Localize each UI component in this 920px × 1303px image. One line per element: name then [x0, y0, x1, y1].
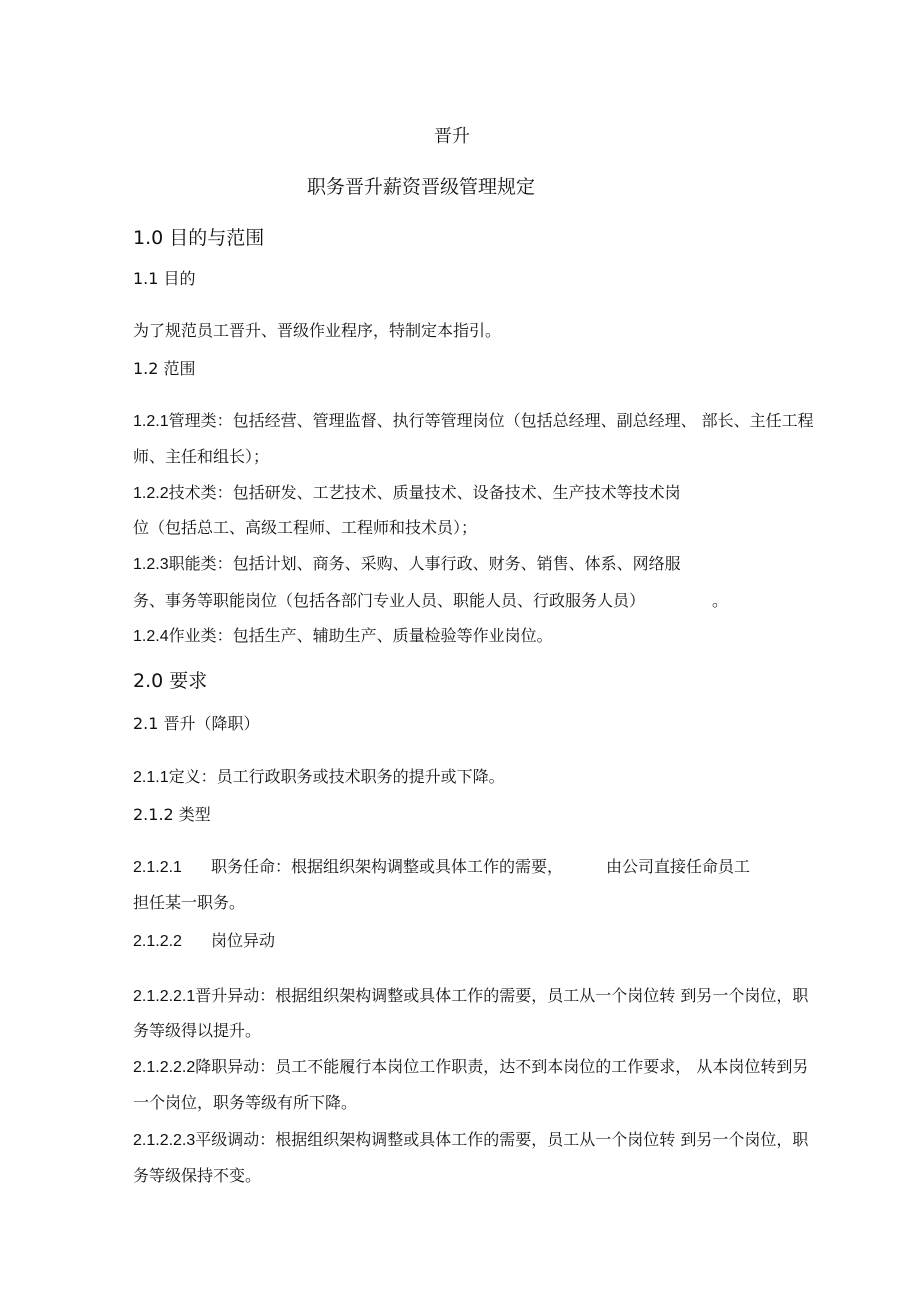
item-2-1-2-1-cont: 担任某一职务。: [133, 893, 246, 912]
item-2-1-2-2-1: [133, 985, 808, 1008]
item-text: 技术类：包括研发、工艺技术、质量技术、设备技术、生产技术等技术岗: [168, 483, 681, 502]
item-2-1-2-2: [133, 930, 182, 953]
item-number: 2.1.2.2.1: [133, 988, 196, 1005]
item-text: 作业类：包括生产、辅助生产、质量检验等作业岗位。: [168, 626, 553, 645]
item-2-1-2-2-2: [133, 1056, 808, 1079]
item-1-2-4: [133, 625, 553, 648]
item-number: 1.2.4: [133, 628, 169, 645]
item-1-2-1: [133, 410, 814, 433]
item-1-2-1-cont: 师、主任和组长）；: [133, 447, 270, 466]
item-2-1-2-2-2-cont: 一个岗位，职务等级有所下降。: [133, 1093, 358, 1112]
doc-title: 职务晋升薪资晋级管理规定: [307, 176, 536, 198]
item-2-1-2-2-text: 岗位异动: [211, 931, 276, 950]
item-number: 1.2.1: [133, 413, 169, 430]
heading-1-1: 1.1 目的: [133, 269, 196, 288]
item-text: 降职异动：员工不能履行本岗位工作职责，达不到本岗位的工作要求， 从本岗位转到另: [195, 1057, 809, 1076]
heading-2-1: 2.1 晋升（降职）: [133, 714, 260, 733]
item-2-1-2-1-text-a: 职务任命：根据组织架构调整或具体工作的需要，: [211, 857, 564, 876]
item-2-1-2-1-text-b: 由公司直接任命员工: [606, 857, 751, 876]
item-text: 晋升异动：根据组织架构调整或具体工作的需要，员工从一个岗位转 到另一个岗位，职: [195, 986, 809, 1005]
section-1-heading: 1.0 目的与范围: [133, 227, 265, 249]
item-1-2-3-period: 。: [712, 591, 729, 610]
item-1-2-3-cont: 务、事务等职能岗位（包括各部门专业人员、职能人员、行政服务人员）: [133, 591, 646, 610]
item-2-1-2-2-1-cont: 务等级得以提升。: [133, 1021, 262, 1040]
item-2-1-2-2-3-cont: 务等级保持不变。: [133, 1166, 262, 1185]
item-text: 定义：员工行政职务或技术职务的提升或下降。: [168, 767, 505, 786]
item-2-1-2-1: [133, 856, 182, 879]
item-text: 职能类：包括计划、商务、采购、人事行政、财务、销售、体系、网络服: [168, 554, 681, 573]
item-number: 2.1.1: [133, 769, 169, 786]
item-text: 平级调动：根据组织架构调整或具体工作的需要，员工从一个岗位转 到另一个岗位，职: [195, 1130, 809, 1149]
item-text: 管理类：包括经营、管理监督、执行等管理岗位（包括总经理、副总经理、 部长、主任工程: [168, 411, 814, 430]
item-number: 2.1.2.2.2: [133, 1059, 196, 1076]
heading-1-2: 1.2 范围: [133, 359, 196, 378]
item-number: 1.2.3: [133, 556, 169, 573]
item-2-1-1: [133, 766, 505, 789]
heading-2-1-2: 2.1.2 类型: [133, 805, 211, 824]
item-1-2-3: [133, 553, 681, 576]
item-number: 2.1.2.2.3: [133, 1132, 196, 1149]
item-number: 2.1.2.1: [133, 859, 182, 876]
doc-header: 晋升: [434, 126, 470, 147]
item-number: 2.1.2.2: [133, 933, 182, 950]
item-2-1-2-2-3: [133, 1129, 808, 1152]
paragraph-1-1: 为了规范员工晋升、晋级作业程序，特制定本指引。: [133, 321, 502, 340]
item-number: 1.2.2: [133, 485, 169, 502]
section-2-heading: 2.0 要求: [133, 670, 208, 692]
item-1-2-2-cont: 位（包括总工、高级工程师、工程师和技术员）；: [133, 518, 478, 537]
item-1-2-2: [133, 482, 681, 505]
